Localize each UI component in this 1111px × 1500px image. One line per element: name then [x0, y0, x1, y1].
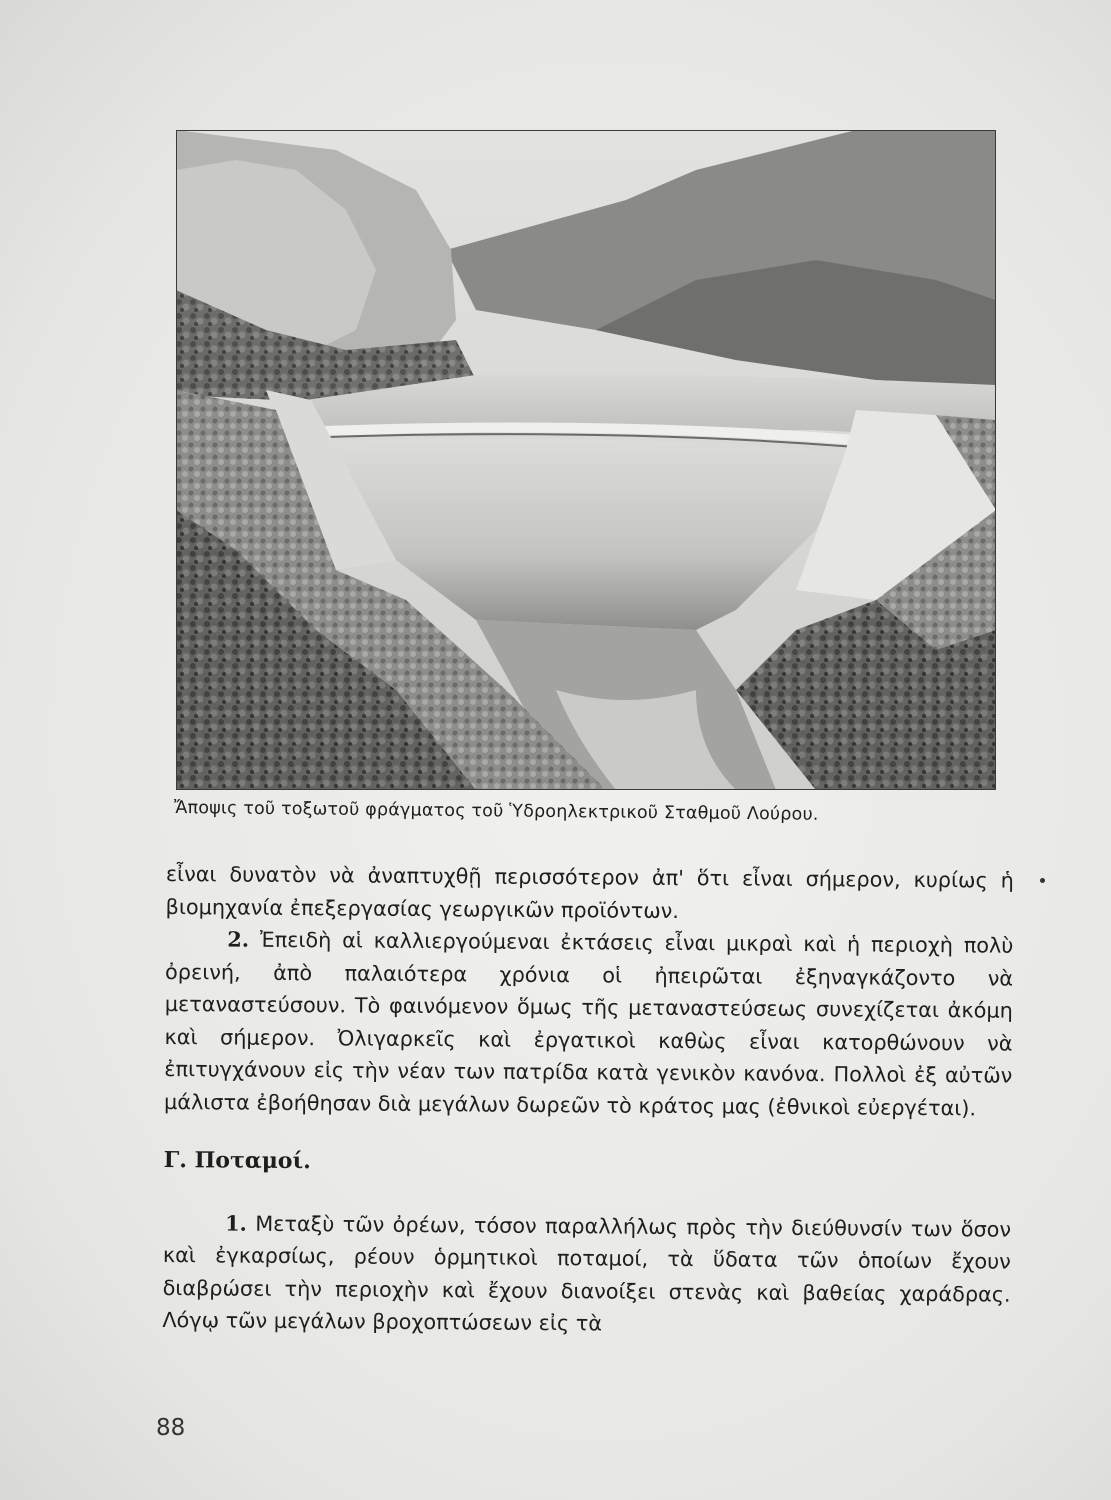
paragraph-text: Ἐπειδὴ αἱ καλλιεργούμεναι ἐκτάσεις εἶναι μικραὶ καὶ ἡ περιοχὴ πολὺ ὀρεινή, ἀπὸ παλαιότερα χρόνια οἱ ἠπειρῶται ἐξηναγκάζοντο νὰ μεταναστεύσουν. Τὸ φαινόμενον ὅμως τῆς μεταναστεύσεως συνεχίζεται ἀκόμη καὶ σήμερον. Ὀλιγαρκεῖς καὶ ἐργατικοὶ καθὼς εἶναι κατορθώνουν νὰ ἐπιτυγχάνουν εἰς τὴν νέαν των πατρίδα κατὰ γενικὸν κανόνα. Πολλοὶ ἐξ αὐτῶν μάλιστα ἐβοήθησαν διὰ μεγάλων δωρεῶν τὸ κράτος μας (ἐθνικοὶ εὐεργέται).	[163, 927, 1014, 1120]
dam-photograph	[176, 130, 996, 790]
paragraph-rivers	[162, 1206, 1011, 1343]
body-text	[162, 858, 1014, 1343]
paragraph-text: Μεταξὺ τῶν ὀρέων, τόσον παραλλήλως πρὸς τὴν διεύθυνσίν των ὅσον καὶ ἐγκαρσίως, ρέουν ὁρμητικοὶ ποταμοί, τὰ ὕδατα τῶν ὁποίων ἔχουν διαβρώσει τὴν περιοχὴν καὶ ἔχουν διανοίξει στενὰς καὶ βαθείας χαράδρας. Λόγῳ τῶν μεγάλων βροχοπτώσεων εἰς τὰ	[162, 1211, 1012, 1336]
paragraph-emigration	[164, 923, 1014, 1125]
photo-caption: Ἄποψις τοῦ τοξωτοῦ φράγματος τοῦ Ὑδροηλεκτρικοῦ Σταθμοῦ Λούρου.	[173, 798, 819, 825]
page-number: 88	[156, 1415, 186, 1441]
margin-dot	[1040, 878, 1045, 883]
bleed-through-text	[650, 100, 655, 120]
paragraph-continued: εἶναι δυνατὸν νὰ ἀναπτυχθῇ περισσότερον ἀπ' ὅτι εἶναι σήμερον, κυρίως ἡ βιομηχανία ἐπεξεργασίας γεωργικῶν προϊόντων.	[165, 861, 1014, 923]
paragraph-number: 2.	[227, 926, 250, 952]
dam-photo-drawing	[176, 130, 996, 790]
section-heading: Γ. Ποταμοί.	[163, 1146, 311, 1175]
paragraph-number: 1.	[225, 1209, 247, 1236]
